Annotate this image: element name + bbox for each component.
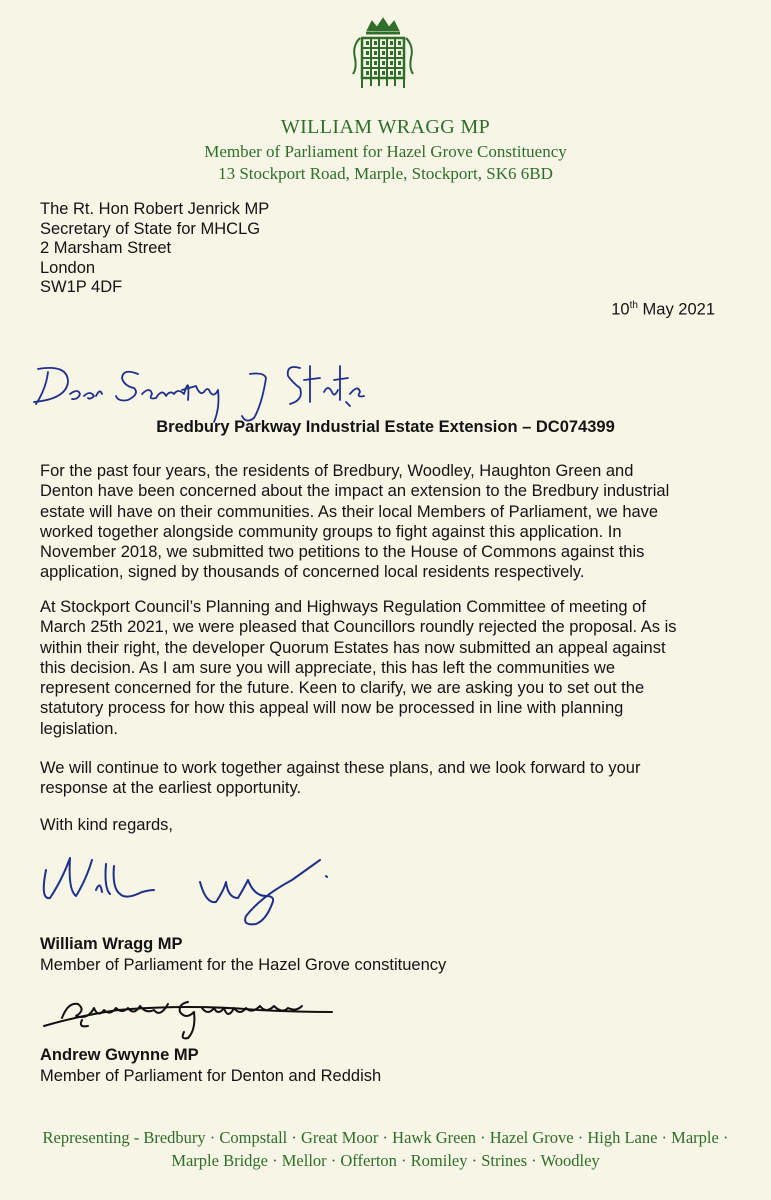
- letterhead-name: WILLIAM WRAGG MP: [280, 116, 491, 138]
- signatory-role: Member of Parliament for Denton and Reddish: [40, 1067, 382, 1085]
- signature-william-wragg: [30, 840, 340, 930]
- signatory-name: Andrew Gwynne MP: [40, 1046, 199, 1064]
- letterhead-address: 13 Stockport Road, Marple, Stockport, SK6 6BD: [218, 164, 553, 183]
- letter-date: 10th May 2021: [611, 300, 715, 319]
- body-paragraph: At Stockport Council’s Planning and Highways Regulation Committee of meeting of March 25th 2021, we were pleased that Councillors roundly rejected the proposal. As is within their right, the developer Quorum Estates has now submitted an appeal against this decision. As I am sure you will appreciate, this has left the communities we represent concerned for the future. Keen to clarify, we are asking you to set out the statutory process for how this appeal will now be processed in line with planning legislation.: [40, 598, 677, 738]
- body-paragraph: We will continue to work together against these plans, and we look forward to your response at the earliest opportunity.: [40, 759, 641, 798]
- recipient-line: Secretary of State for MHCLG: [40, 219, 261, 238]
- signatory-name: William Wragg MP: [40, 935, 183, 953]
- letter-subject: Bredbury Parkway Industrial Estate Extension – DC074399: [156, 418, 615, 436]
- recipient-line: London: [40, 258, 96, 277]
- footer-representing: Representing - Bredbury · Compstall · Great Moor · Hawk Green · Hazel Grove · High Lane · Marple ·: [42, 1128, 729, 1147]
- portcullis-icon: [346, 16, 420, 92]
- recipient-line: 2 Marsham Street: [40, 239, 172, 258]
- recipient-address: [40, 200, 269, 298]
- footer-representing-continued: Marple Bridge · Mellor · Offerton · Romiley · Strines · Woodley: [171, 1151, 600, 1170]
- letterhead-role: Member of Parliament for Hazel Grove Constituency: [204, 142, 567, 161]
- body-paragraph: For the past four years, the residents of Bredbury, Woodley, Haughton Green and Denton have been concerned about the impact an extension to the Bredbury industrial estate will have on their communities. As their local Members of Parliament, we have worked together alongside community groups to fight against this application. In November 2018, we submitted two petitions to the House of Commons against this application, signed by thousands of concerned local residents respectively.: [40, 462, 670, 582]
- signature-andrew-gwynne: [38, 990, 338, 1042]
- recipient-line: SW1P 4DF: [40, 278, 123, 297]
- closing: With kind regards,: [40, 816, 173, 834]
- signatory-role: Member of Parliament for the Hazel Grove constituency: [40, 956, 447, 974]
- recipient-line: The Rt. Hon Robert Jenrick MP: [40, 200, 270, 218]
